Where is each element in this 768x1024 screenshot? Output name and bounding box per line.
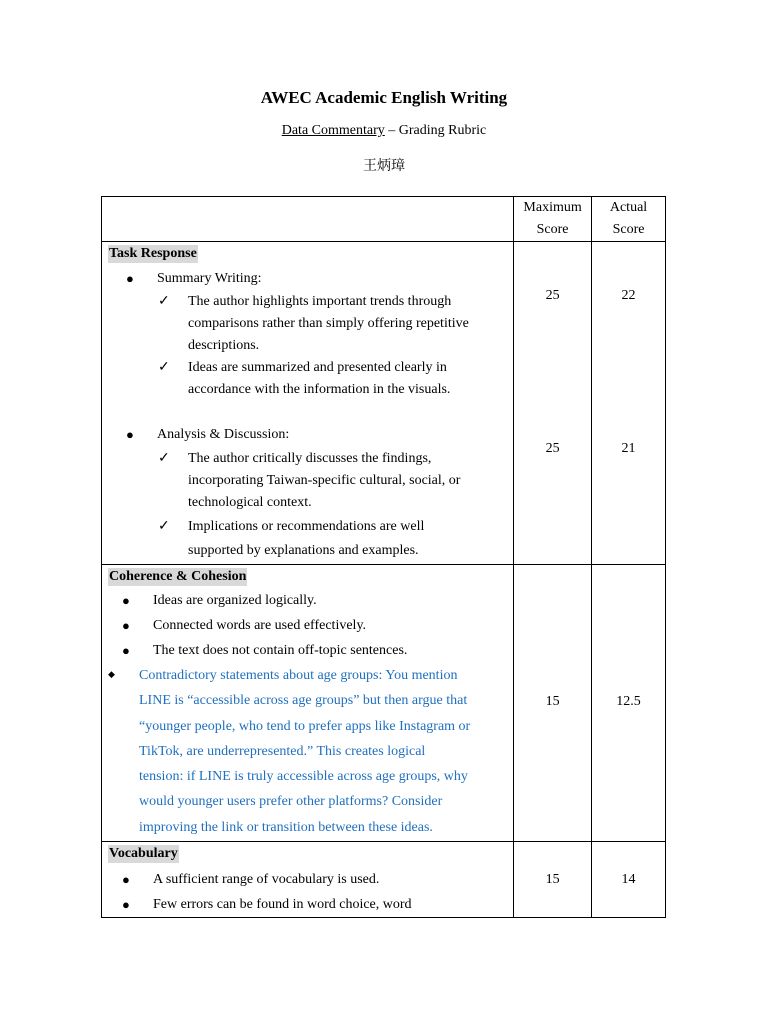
bullet-icon: ● bbox=[126, 427, 134, 442]
vocabulary-bullet-1: A sufficient range of vocabulary is used. bbox=[153, 872, 380, 887]
coherence-criteria bbox=[102, 565, 514, 842]
analysis-check2-line2: supported by explanations and examples. bbox=[188, 543, 419, 558]
analysis-max-score: 25 bbox=[545, 441, 560, 456]
author-name: 王炳璋 bbox=[363, 158, 405, 174]
analysis-check2-line1: Implications or recommendations are well bbox=[188, 519, 425, 534]
header-blank-cell bbox=[102, 197, 514, 242]
analysis-check1-line1: The author critically discusses the findings, bbox=[188, 451, 432, 466]
summary-check1-line3: descriptions. bbox=[188, 338, 260, 353]
header-max-score bbox=[514, 197, 592, 242]
check-icon: ✓ bbox=[158, 294, 170, 309]
vocabulary-actual-cell bbox=[592, 842, 666, 918]
section-title-vocabulary: Vocabulary bbox=[109, 846, 178, 861]
diamond-icon: ◆ bbox=[108, 669, 115, 679]
bullet-icon: ● bbox=[122, 593, 130, 608]
header-actual-line2: Score bbox=[612, 222, 645, 237]
bullet-icon: ● bbox=[122, 872, 130, 887]
summary-check2-line2: accordance with the information in the visuals. bbox=[188, 382, 451, 397]
vocabulary-actual-score: 14 bbox=[621, 872, 636, 887]
summary-max-score: 25 bbox=[545, 288, 560, 303]
task-response-actual-scores bbox=[592, 242, 666, 565]
comment-line-5: tension: if LINE is truly accessible across age groups, why bbox=[139, 769, 468, 784]
vocabulary-max-score: 15 bbox=[545, 872, 560, 887]
analysis-discussion-label: Analysis & Discussion: bbox=[157, 427, 290, 442]
rubric-table bbox=[101, 196, 666, 918]
comment-line-1: Contradictory statements about age groups: You mention bbox=[139, 668, 458, 683]
summary-actual-score: 22 bbox=[621, 288, 636, 303]
subtitle-rest: – Grading Rubric bbox=[384, 123, 487, 138]
coherence-bullet-2: Connected words are used effectively. bbox=[153, 618, 367, 633]
vocabulary-row bbox=[102, 842, 666, 918]
vocabulary-bullet-2: Few errors can be found in word choice, word bbox=[153, 897, 412, 912]
coherence-actual-cell bbox=[592, 565, 666, 842]
check-icon: ✓ bbox=[158, 519, 170, 534]
vocabulary-criteria bbox=[102, 842, 514, 918]
analysis-actual-score: 21 bbox=[621, 441, 636, 456]
header-row bbox=[102, 197, 666, 242]
header-max-line2: Score bbox=[536, 222, 569, 237]
header-actual-line1: Actual bbox=[609, 200, 648, 215]
document-subtitle bbox=[0, 123, 768, 139]
bullet-icon: ● bbox=[122, 897, 130, 912]
summary-check1-line2: comparisons rather than simply offering repetitive bbox=[188, 316, 469, 331]
coherence-bullet-3: The text does not contain off-topic sentences. bbox=[153, 643, 408, 658]
header-actual-score bbox=[592, 197, 666, 242]
coherence-cohesion-row bbox=[102, 565, 666, 842]
check-icon: ✓ bbox=[158, 451, 170, 466]
comment-line-7: improving the link or transition between these ideas. bbox=[139, 820, 433, 835]
bullet-icon: ● bbox=[122, 618, 130, 633]
task-response-max-scores bbox=[514, 242, 592, 565]
bullet-icon: ● bbox=[122, 643, 130, 658]
task-response-row bbox=[102, 242, 666, 565]
document-title: AWEC Academic English Writing bbox=[260, 88, 508, 107]
bullet-icon: ● bbox=[126, 271, 134, 286]
summary-writing-label: Summary Writing: bbox=[157, 271, 262, 286]
comment-line-3: “younger people, who tend to prefer apps like Instagram or bbox=[139, 719, 471, 734]
comment-line-6: would younger users prefer other platforms? Consider bbox=[139, 794, 443, 809]
analysis-check1-line3: technological context. bbox=[188, 495, 312, 510]
comment-line-4: TikTok, are underrepresented.” This creates logical bbox=[139, 744, 426, 759]
coherence-bullet-1: Ideas are organized logically. bbox=[153, 593, 317, 608]
subtitle-underlined: Data Commentary bbox=[281, 123, 385, 138]
analysis-check1-line2: incorporating Taiwan-specific cultural, social, or bbox=[188, 473, 461, 488]
task-response-criteria bbox=[102, 242, 514, 565]
section-title-task-response: Task Response bbox=[109, 246, 197, 261]
coherence-max-score: 15 bbox=[545, 694, 560, 709]
coherence-max-cell bbox=[514, 565, 592, 842]
check-icon: ✓ bbox=[158, 360, 170, 375]
section-title-coherence-cohesion: Coherence & Cohesion bbox=[109, 569, 247, 584]
coherence-actual-score: 12.5 bbox=[616, 694, 641, 709]
summary-check2-line1: Ideas are summarized and presented clearly in bbox=[188, 360, 447, 375]
vocabulary-max-cell bbox=[514, 842, 592, 918]
header-max-line1: Maximum bbox=[523, 200, 582, 215]
comment-line-2: LINE is “accessible across age groups” but then argue that bbox=[139, 693, 468, 708]
summary-check1-line1: The author highlights important trends through bbox=[188, 294, 452, 309]
